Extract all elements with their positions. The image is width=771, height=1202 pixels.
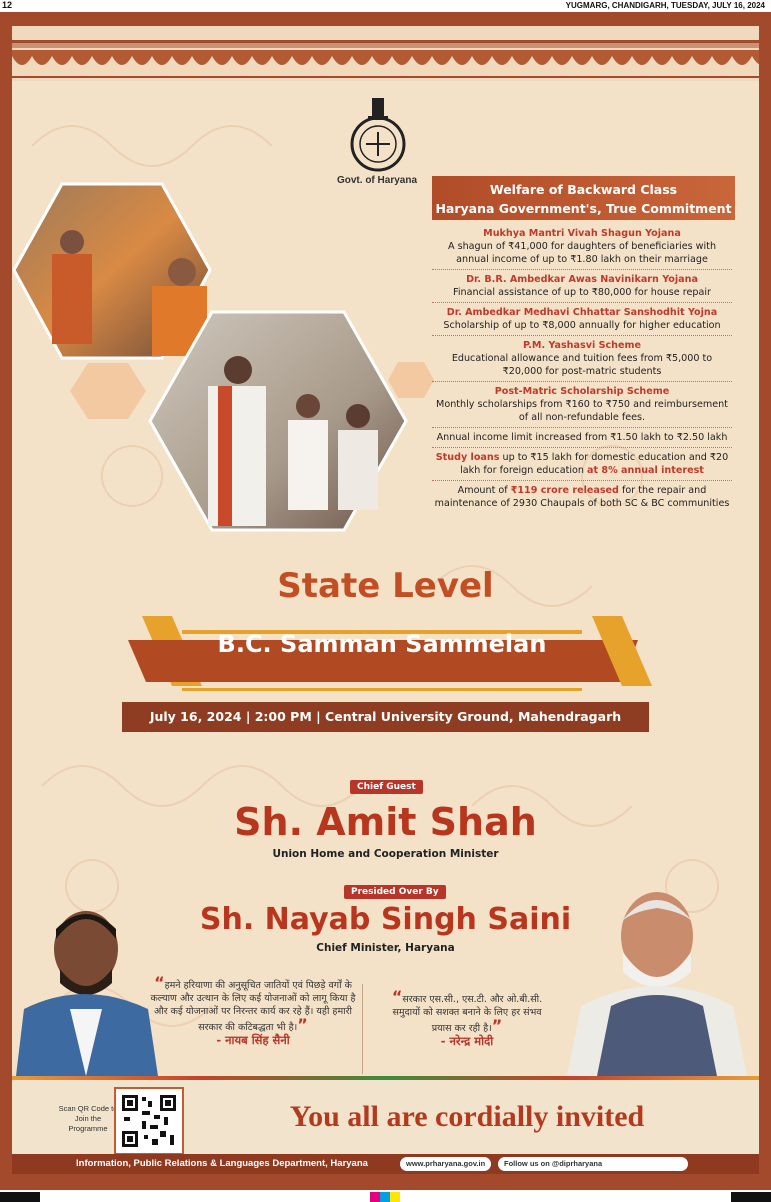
- haryana-emblem-icon: [342, 92, 414, 172]
- print-color-bar: [731, 1192, 771, 1202]
- print-color-bar: [0, 1192, 40, 1202]
- scheme-desc: Educational allowance and tuition fees from ₹5,000 to ₹20,000 for post-matric students: [451, 353, 713, 377]
- scheme-title: Dr. B.R. Ambedkar Awas Navinikarn Yojana: [466, 274, 698, 285]
- pm-portrait: [557, 866, 757, 1076]
- study-loans-item: Study loans up to ₹15 lakh for domestic education and ₹20 lakh for foreign education at 8% annual interest: [432, 448, 732, 481]
- footer-bar: [12, 1154, 759, 1174]
- chaupal-item: Amount of ₹119 crore released for the repair and maintenance of 2930 Chaupals of both SC & BC communities: [434, 485, 730, 509]
- chief-guest-name: Sh. Amit Shah: [234, 800, 537, 844]
- print-color-bar: [370, 1192, 380, 1202]
- event-name: B.C. Samman Sammelan: [217, 630, 547, 658]
- scheme-item: [432, 224, 732, 270]
- scheme-title: Post-Matric Scholarship Scheme: [494, 386, 670, 397]
- presided-name: Sh. Nayab Singh Saini: [199, 902, 572, 937]
- social-handle[interactable]: Follow us on @diprharyana: [498, 1157, 688, 1171]
- pm-quote-text: सरकार एस.सी., एस.टी. और ओ.बी.सी. समुदायों को सशक्त बनाने के लिए हर संभव प्रयास कर रही है।: [392, 994, 543, 1034]
- income-limit-item: Annual income limit increased from ₹1.50 lakh to ₹2.50 lakh: [432, 428, 732, 448]
- print-color-bar: [380, 1192, 390, 1202]
- quote-mark-icon: “: [391, 987, 403, 1006]
- decorative-border: [12, 26, 759, 81]
- quote-mark-icon: “: [154, 973, 165, 992]
- cm-quote-text: हमने हरियाणा की अनुसूचित जातियों एवं पिछड़े वर्गों के कल्याण और उत्थान के लिए कई योजनाओं को लागू किया है और कई योजनाओं पर निरन्तर कार्य कर रहे हैं। यही हमारी सरकार की कटिबद्धता भी है।: [150, 980, 356, 1033]
- department-name: Information, Public Relations & Languages Department, Haryana: [76, 1158, 368, 1169]
- cm-quote: [150, 973, 356, 1047]
- decor-hexagon-right: [386, 360, 436, 400]
- scheme-desc: Scholarship of up to ₹8,000 annually for higher education: [443, 320, 721, 331]
- scheme-title: P.M. Yashasvi Scheme: [522, 340, 642, 351]
- scheme-desc: Monthly scholarships from ₹160 to ₹750 and reimbursement of all non-refundable fees.: [436, 399, 728, 423]
- newspaper-dateline: YUGMARG, CHANDIGARH, TUESDAY, JULY 16, 2024: [565, 1, 765, 10]
- page-number: 12: [2, 0, 13, 10]
- quote-close-icon: ”: [297, 1015, 308, 1034]
- scheme-title: Mukhya Mantri Vivah Shagun Yojana: [483, 228, 681, 239]
- quote-close-icon: ”: [491, 1016, 503, 1035]
- ad-body: [12, 26, 759, 1174]
- govt-label: Govt. of Haryana: [336, 175, 418, 186]
- scheme-title: Dr. Ambedkar Medhavi Chhattar Sanshodhit Yojna: [446, 307, 718, 318]
- website-link[interactable]: www.prharyana.gov.in: [400, 1157, 491, 1171]
- scheme-item: [432, 303, 732, 336]
- panel-title-line2: Haryana Government's, True Commitment: [435, 201, 732, 216]
- scheme-desc: A shagun of ₹41,000 for daughters of beneficiaries with annual income of up to ₹1.80 lakh on their marriage: [447, 241, 717, 265]
- quote-divider: [362, 984, 363, 1074]
- decor-hexagon-left: [68, 361, 148, 421]
- cm-portrait: [12, 899, 162, 1076]
- scheme-item: [432, 336, 732, 382]
- cm-quote-author: - नायब सिंह सैनी: [216, 1033, 290, 1047]
- event-details: July 16, 2024 | 2:00 PM | Central University Ground, Mahendragarh: [122, 702, 649, 732]
- qr-label: Scan QR Code to Join the Programme: [58, 1104, 118, 1133]
- chief-guest-tag: Chief Guest: [350, 780, 423, 794]
- presided-designation: Chief Minister, Haryana: [316, 942, 455, 954]
- print-color-bar: [390, 1192, 400, 1202]
- pm-quote: [382, 987, 552, 1048]
- qr-code[interactable]: [114, 1087, 184, 1155]
- pm-quote-author: - नरेन्द्र मोदी: [440, 1034, 494, 1048]
- invite-text: You all are cordially invited: [289, 1100, 645, 1133]
- newspaper-header: [0, 0, 771, 12]
- presided-tag: Presided Over By: [344, 885, 446, 899]
- welfare-panel-header: [432, 176, 735, 220]
- state-level-heading: State Level: [277, 566, 494, 606]
- photo-hexagon-bottom: [148, 310, 408, 532]
- scheme-item: [432, 270, 732, 303]
- chief-guest-designation: Union Home and Cooperation Minister: [272, 848, 499, 860]
- scheme-item: [432, 382, 732, 428]
- panel-title-line1: Welfare of Backward Class: [489, 182, 678, 197]
- scheme-list: [432, 224, 732, 513]
- scheme-desc: Financial assistance of up to ₹80,000 for house repair: [453, 287, 711, 298]
